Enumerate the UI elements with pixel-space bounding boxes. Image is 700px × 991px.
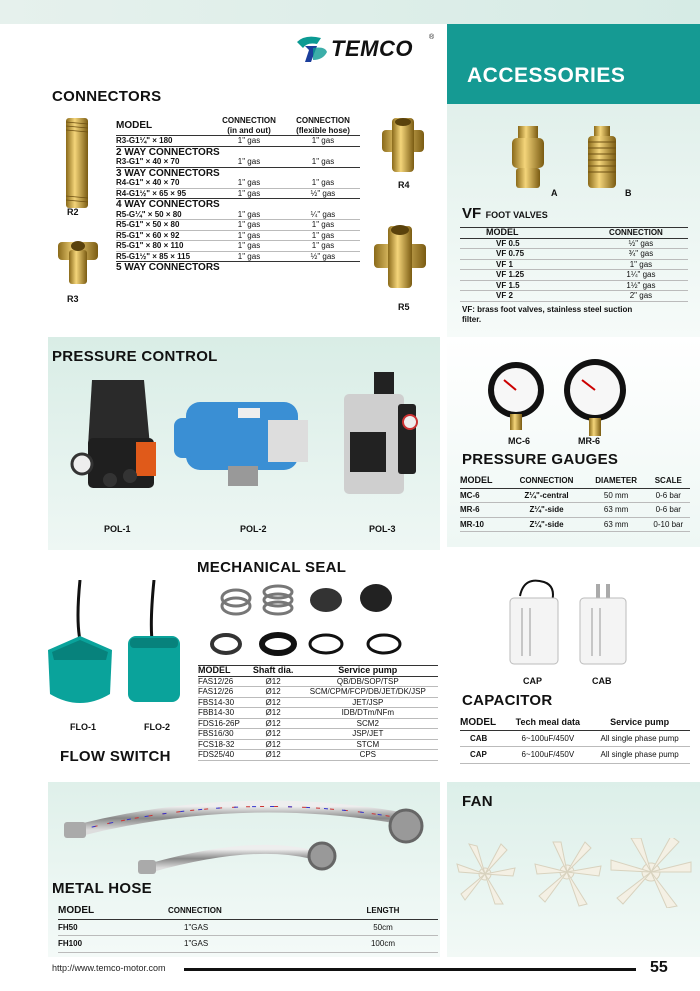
table-cell: SCM/CPM/FCP/DB/JET/DK/JSP — [309, 687, 426, 696]
fan-title: FAN — [462, 793, 493, 810]
table-cell: FCS18-32 — [198, 739, 235, 749]
section-4way: 4 WAY CONNECTORS — [116, 199, 360, 210]
table-cell: 1" gas — [311, 178, 335, 187]
gauges-table — [460, 473, 690, 532]
table-row — [198, 739, 438, 750]
c-col-data: Tech meal data — [515, 717, 581, 727]
table-cell: MC-6 — [460, 490, 480, 500]
pol-3-image — [340, 370, 420, 502]
g-col-scale: SCALE — [654, 475, 682, 485]
table-cell: FAS12/26 — [198, 687, 234, 696]
table-cell: ½" gas — [310, 188, 336, 198]
seal-parts-image — [196, 578, 436, 660]
table-cell: 1½" gas — [626, 280, 656, 290]
table-cell: IDB/DTm/NFm — [341, 708, 395, 717]
brand-name: TEMCO — [331, 36, 413, 61]
table-cell: FAS12/26 — [198, 676, 234, 686]
fv-col-conn: CONNECTION — [609, 228, 663, 237]
table-row — [460, 503, 690, 518]
table-row — [198, 697, 438, 708]
section-3way: 3 WAY CONNECTORS — [116, 167, 360, 178]
table-cell: R5-G1" × 60 × 92 — [116, 230, 180, 240]
r3-label: R3 — [67, 294, 79, 304]
table-cell: 100cm — [370, 939, 395, 948]
table-cell: 63 mm — [603, 505, 629, 514]
c-col-pump: Service pump — [610, 717, 670, 727]
table-cell: 1" gas — [311, 157, 335, 166]
table-cell: MR-6 — [460, 505, 480, 514]
flow-switch-title: FLOW SWITCH — [60, 748, 171, 765]
label-a: A — [551, 188, 558, 198]
mechanical-seal-title: MECHANICAL SEAL — [197, 559, 347, 576]
table-cell: Ø12 — [265, 708, 281, 717]
col-conn-in-out: CONNECTION (in and out) — [222, 116, 276, 135]
table-cell: VF 1.5 — [496, 280, 520, 290]
r5-5way-image — [372, 222, 428, 292]
g-col-model: MODEL — [460, 474, 493, 485]
g-col-conn: CONNECTION — [519, 475, 574, 485]
mh-col-model: MODEL — [58, 905, 95, 916]
table-cell: R3-G1¼" × 180 — [116, 136, 173, 145]
table-cell: FDS16-26P — [198, 718, 240, 728]
table-cell: 1" gas — [311, 220, 335, 229]
table-cell: 1" gas — [311, 230, 335, 240]
table-row — [198, 708, 438, 719]
capacitor-table — [460, 716, 690, 764]
pol-2-image — [172, 394, 314, 490]
table-cell: 2" gas — [629, 291, 653, 300]
table-row — [460, 259, 688, 270]
mc-6-gauge-image — [484, 360, 548, 432]
table-row — [198, 729, 438, 740]
table-cell: Ø12 — [265, 750, 281, 759]
table-row — [198, 750, 438, 761]
table-row — [460, 747, 690, 764]
table-row — [460, 730, 690, 747]
table-cell: FH100 — [58, 939, 83, 948]
s-col-shaft: Shaft dia. — [252, 665, 294, 675]
footer-url[interactable]: http://www.temco-motor.com — [52, 963, 166, 973]
logo-mark-icon — [295, 34, 329, 64]
table-cell: 1" gas — [237, 241, 261, 250]
table-cell: Ø12 — [265, 718, 281, 728]
foot-valves-title: VF FOOT VALVES — [462, 205, 548, 222]
table-cell: All single phase pump — [600, 750, 679, 759]
s-col-model: MODEL — [198, 665, 231, 675]
metal-hose-image — [60, 796, 430, 886]
table-cell: 1" gas — [237, 209, 261, 219]
table-cell: 1"GAS — [184, 922, 209, 932]
flo-2-image — [122, 580, 186, 716]
c-col-model: MODEL — [460, 717, 497, 728]
table-cell: 0-6 bar — [655, 490, 681, 500]
table-row — [116, 210, 360, 220]
table-cell: VF 0.75 — [496, 249, 525, 258]
registered-mark: ® — [429, 34, 435, 41]
table-cell: JET/JSP — [352, 697, 384, 707]
table-row — [460, 517, 690, 532]
table-cell: 1"GAS — [184, 939, 209, 948]
table-cell: 1" gas — [237, 188, 261, 198]
table-cell: 1" gas — [237, 220, 261, 229]
table-cell: MR-10 — [460, 519, 485, 529]
table-row — [460, 238, 688, 249]
table-cell: Z¼"-central — [524, 490, 569, 500]
table-row — [116, 220, 360, 231]
connectors-table — [116, 116, 360, 273]
mh-col-conn: CONNECTION — [168, 906, 222, 915]
table-cell: 50cm — [373, 922, 393, 932]
pol-2-label: POL-2 — [240, 524, 267, 534]
flo-2-label: FLO-2 — [144, 722, 170, 732]
capacitor-title: CAPACITOR — [462, 692, 553, 709]
capacitor-cap-image — [500, 576, 570, 670]
table-cell: FBS14-30 — [198, 697, 235, 707]
pol-1-label: POL-1 — [104, 524, 131, 534]
fan-blades-image — [455, 838, 695, 908]
table-cell: CPS — [359, 750, 377, 759]
table-cell: 1" gas — [237, 230, 261, 240]
table-cell: FBB14-30 — [198, 708, 235, 717]
table-cell: QB/DB/SOP/TSP — [336, 676, 399, 686]
connectors-title: CONNECTORS — [52, 88, 162, 105]
table-cell: FH50 — [58, 922, 78, 932]
table-cell: JSP/JET — [352, 729, 384, 738]
r3-tee-image — [56, 236, 100, 286]
page-number: 55 — [650, 959, 668, 976]
table-cell: VF 2 — [496, 291, 513, 300]
accessories-banner — [447, 24, 700, 104]
r4-label: R4 — [398, 180, 410, 190]
table-cell: STCM — [356, 739, 380, 749]
table-cell: Ø12 — [265, 739, 281, 749]
r4-cross-image — [380, 116, 426, 174]
mr-6-gauge-image — [560, 358, 630, 438]
s-col-pump: Service pump — [338, 665, 398, 675]
flo-1-image — [40, 580, 116, 716]
pol-3-label: POL-3 — [369, 524, 396, 534]
table-row — [116, 251, 360, 262]
table-cell: VF 0.5 — [496, 238, 520, 248]
table-cell: R5-G1½" × 85 × 115 — [116, 251, 191, 261]
table-row — [116, 230, 360, 241]
pressure-gauges-title: PRESSURE GAUGES — [462, 451, 619, 468]
table-row — [460, 249, 688, 260]
table-cell: 1" gas — [311, 241, 335, 250]
table-cell: VF 1.25 — [496, 270, 525, 279]
metal-hose-title: METAL HOSE — [52, 880, 152, 897]
pol-1-image — [70, 376, 166, 506]
col-conn-hose: CONNECTION (flexible hose) — [296, 116, 350, 135]
foot-valve-a-image — [508, 124, 548, 190]
table-cell: R5-G¼" × 50 × 80 — [116, 209, 182, 219]
table-cell: Ø12 — [265, 729, 281, 738]
table-cell: 1" gas — [629, 259, 653, 269]
table-cell: VF 1 — [496, 259, 513, 269]
metal-hose-table — [58, 903, 438, 953]
pressure-control-title: PRESSURE CONTROL — [52, 348, 218, 365]
table-cell: All single phase pump — [600, 733, 679, 743]
table-row — [198, 718, 438, 729]
fv-col-model: MODEL — [486, 227, 519, 237]
mc-6-label: MC-6 — [508, 436, 530, 446]
table-row — [58, 919, 438, 936]
mh-col-length: LENGTH — [366, 906, 400, 915]
table-row — [116, 188, 360, 199]
brand-logo — [295, 32, 440, 66]
foot-valves-note: VF: brass foot valves, stainless steel suction filter. — [462, 305, 633, 324]
table-cell: 1" gas — [237, 178, 261, 187]
table-row — [198, 687, 438, 698]
table-cell: 0-10 bar — [653, 519, 684, 529]
table-cell: ¼" gas — [310, 209, 336, 219]
table-cell: 1" gas — [237, 157, 261, 166]
cab-label: CAB — [592, 676, 612, 686]
table-row — [198, 676, 438, 687]
table-cell: ¾" gas — [628, 249, 654, 258]
table-row — [58, 936, 438, 953]
foot-valve-b-image — [582, 124, 622, 190]
top-band — [0, 0, 700, 24]
capacitor-cab-image — [574, 584, 634, 670]
col-model: MODEL — [116, 119, 153, 131]
label-b: B — [625, 188, 632, 198]
table-cell: Ø12 — [265, 697, 281, 707]
table-cell: R4-G1½" × 65 × 95 — [116, 188, 187, 198]
table-cell: Z¼"-side — [529, 519, 564, 529]
table-cell: 0-6 bar — [655, 505, 681, 514]
table-cell: FBS16/30 — [198, 729, 234, 738]
flo-1-label: FLO-1 — [70, 722, 96, 732]
g-col-dia: DIAMETER — [595, 475, 637, 485]
r5-label: R5 — [398, 302, 410, 312]
foot-valves-table — [460, 227, 688, 302]
r2-nipple-image — [60, 118, 94, 208]
table-cell: ½" gas — [628, 238, 654, 248]
table-cell: R5-G1" × 50 × 80 — [116, 220, 180, 229]
table-row — [116, 136, 360, 147]
table-cell: FDS25/40 — [198, 750, 235, 759]
table-cell: 6~100uF/450V — [521, 733, 575, 743]
table-row — [116, 241, 360, 252]
table-cell: R5-G1" × 80 × 110 — [116, 241, 184, 250]
table-cell: 50 mm — [603, 490, 629, 500]
section-2way: 2 WAY CONNECTORS — [116, 146, 360, 157]
table-cell: CAB — [470, 733, 488, 743]
table-cell: CAP — [470, 750, 487, 759]
table-cell: 1" gas — [237, 136, 261, 145]
footer-rule — [184, 968, 636, 971]
table-row — [116, 178, 360, 188]
table-cell: 1" gas — [237, 251, 261, 261]
seal-table — [198, 665, 438, 761]
table-cell: R3-G1" × 40 × 70 — [116, 157, 180, 166]
table-row — [460, 270, 688, 281]
table-cell: Ø12 — [265, 676, 281, 686]
table-cell: 6~100uF/450V — [521, 750, 575, 759]
table-row — [460, 291, 688, 302]
section-5way: 5 WAY CONNECTORS — [116, 262, 360, 273]
table-cell: R4-G1" × 40 × 70 — [116, 178, 180, 187]
table-cell: 63 mm — [603, 519, 629, 529]
mr-6-label: MR-6 — [578, 436, 600, 446]
table-row — [460, 488, 690, 503]
cap-label: CAP — [523, 676, 543, 686]
table-row — [460, 280, 688, 291]
table-row — [116, 157, 360, 167]
r2-label: R2 — [67, 207, 79, 217]
table-cell: Ø12 — [265, 687, 281, 696]
table-cell: 1¼" gas — [626, 270, 656, 279]
table-cell: ½" gas — [310, 251, 336, 261]
table-cell: 1" gas — [311, 136, 335, 145]
category-title: ACCESSORIES — [467, 64, 626, 87]
table-cell: SCM2 — [356, 718, 379, 728]
table-cell: Z¼"-side — [529, 505, 564, 514]
